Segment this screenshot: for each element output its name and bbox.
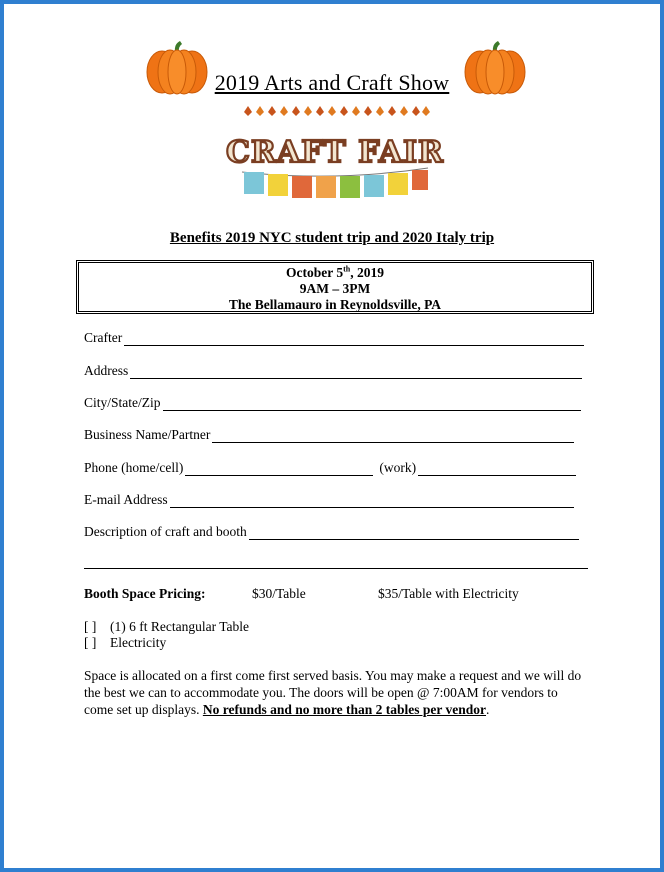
city-state-zip-label: City/State/Zip — [84, 395, 161, 410]
craft-fair-banner — [226, 104, 444, 208]
city-state-zip-field[interactable] — [84, 393, 581, 411]
event-time: 9AM – 3PM — [299, 281, 371, 296]
page-title: 2019 Arts and Craft Show — [214, 70, 450, 95]
description-field[interactable] — [84, 522, 579, 540]
work-line[interactable] — [418, 461, 576, 476]
description-label: Description of craft and booth — [84, 524, 247, 539]
phone-line[interactable] — [185, 461, 373, 476]
phone-label: Phone (home/cell) — [84, 460, 184, 475]
policy-paragraph: Space is allocated on a first come first served basis. You may make a request and we will do the best we can to accommodate you. The doors will be open @ 7:00AM for vendors to come set up displays. No refunds and no more than 2 tables per vendor. — [84, 668, 582, 717]
electricity-option-label: Electricity — [110, 635, 167, 650]
benefits-heading: Benefits 2019 NYC student trip and 2020 Italy trip — [169, 230, 495, 246]
craft-fair-text: CRAFT FAIR — [226, 135, 444, 170]
policy-emphasis: No refunds and no more than 2 tables per vendor — [202, 702, 487, 717]
email-label: E-mail Address — [84, 492, 168, 507]
bunting-flags — [244, 170, 428, 198]
event-details-box — [76, 260, 594, 314]
booth-options — [84, 619, 249, 651]
pricing-label: Booth Space Pricing: — [84, 586, 206, 601]
business-name-field[interactable] — [84, 425, 574, 443]
checkbox-bracket[interactable]: [ ] — [84, 635, 97, 650]
table-option-label: (1) 6 ft Rectangular Table — [110, 619, 250, 634]
event-venue: The Bellamauro in Reynoldsville, PA — [228, 297, 442, 312]
crafter-field[interactable] — [84, 328, 584, 346]
price-table: $30/Table — [252, 586, 306, 601]
address-field[interactable] — [84, 361, 582, 379]
address-line[interactable] — [130, 364, 582, 379]
email-line[interactable] — [170, 493, 574, 508]
price-table-electric: $35/Table with Electricity — [378, 586, 519, 601]
description-line-2[interactable] — [84, 568, 588, 569]
city-state-zip-line[interactable] — [163, 396, 581, 411]
table-option[interactable] — [84, 619, 249, 635]
business-name-line[interactable] — [212, 428, 574, 443]
event-date: October 5th, 2019 — [286, 264, 384, 280]
policy-text: Space is allocated on a first come first served basis. You may make a request and we will do the best we can to accommodate you. The doors will be open @ 7:00AM for vendors to come set up displays. — [84, 668, 582, 717]
email-field[interactable] — [84, 490, 574, 508]
crafter-line[interactable] — [124, 331, 584, 346]
business-name-label: Business Name/Partner — [84, 427, 211, 442]
phone-field[interactable] — [84, 458, 576, 476]
electricity-option[interactable] — [84, 635, 249, 651]
description-line[interactable] — [249, 525, 579, 540]
checkbox-bracket[interactable]: [ ] — [84, 619, 97, 634]
work-label: (work) — [379, 460, 417, 475]
address-label: Address — [84, 363, 129, 378]
crafter-label: Crafter — [84, 330, 123, 345]
leaf-garland — [244, 106, 430, 116]
